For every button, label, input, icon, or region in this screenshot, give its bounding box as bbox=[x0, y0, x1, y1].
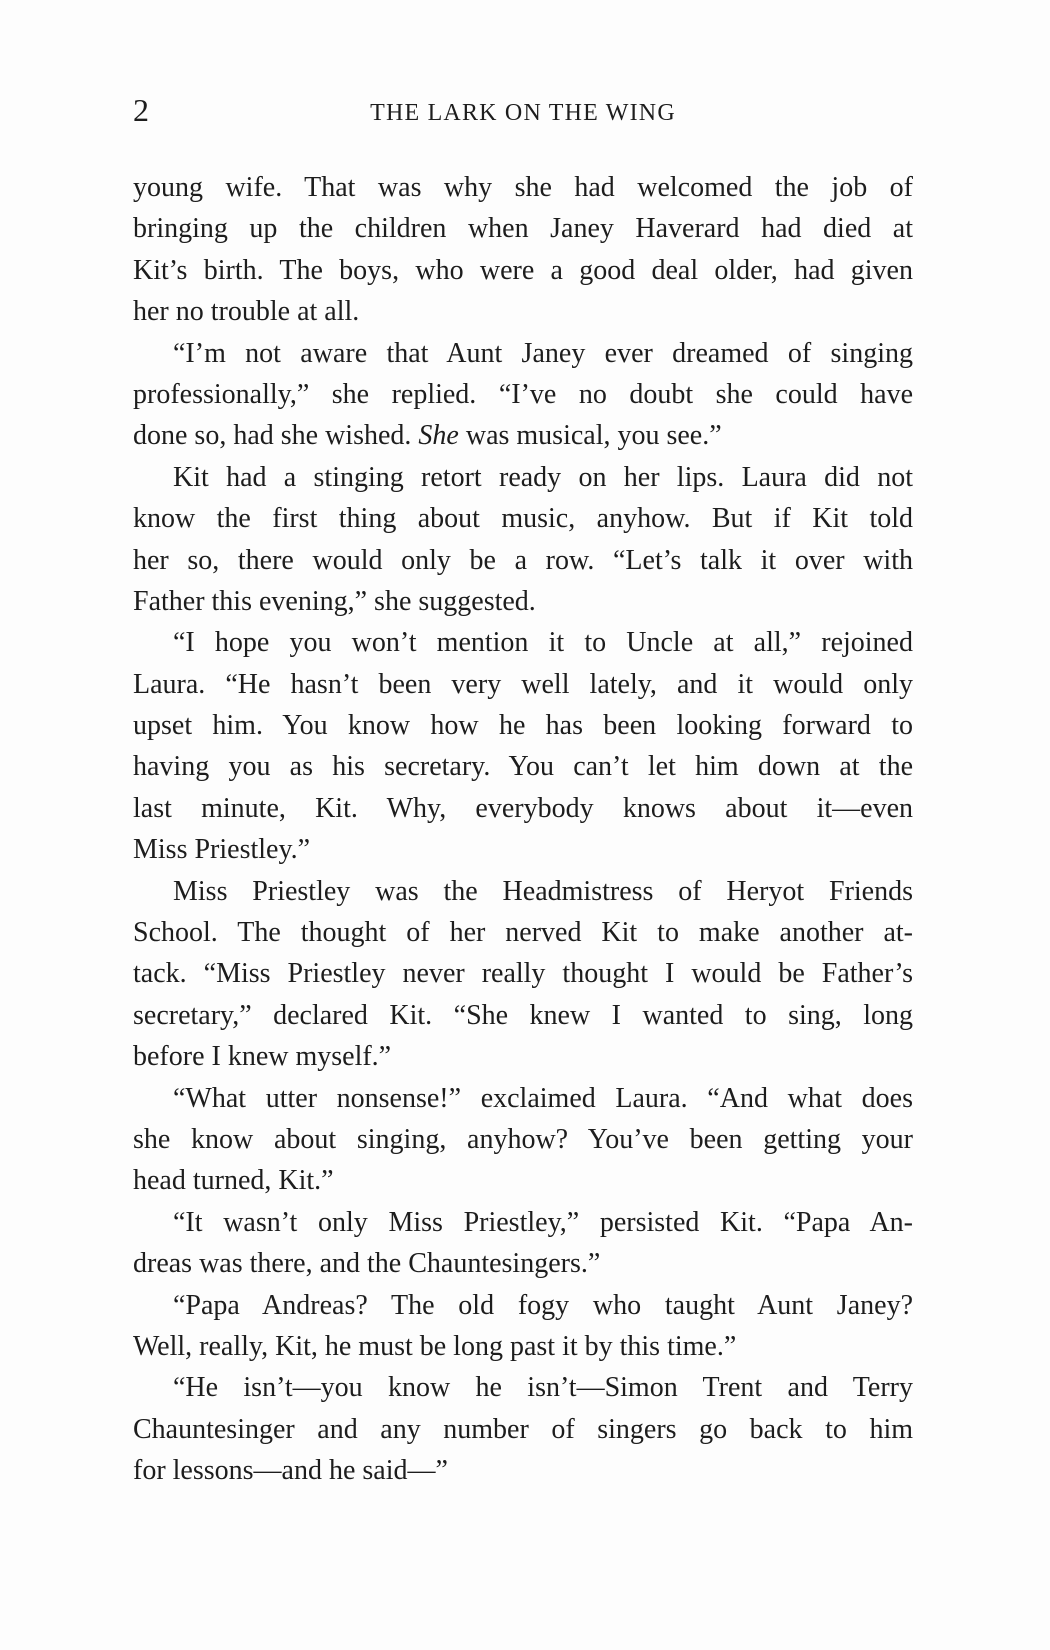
text-line: head turned, Kit.” bbox=[133, 1165, 334, 1197]
text-line: secretary,” declared Kit. “She knew I wanted to sing, long bbox=[133, 999, 913, 1031]
text-line: having you as his secretary. You can’t let him down at the bbox=[133, 751, 913, 783]
text-line: her so, there would only be a row. “Let’s talk it over with bbox=[133, 544, 913, 576]
text-line: professionally,” she replied. “I’ve no doubt she could have bbox=[133, 378, 913, 410]
text-line: “He isn’t—you know he isn’t—Simon Trent and Terry bbox=[173, 1372, 913, 1404]
paragraph bbox=[133, 871, 913, 1078]
text-line: “Papa Andreas? The old fogy who taught Aunt Janey? bbox=[173, 1289, 913, 1321]
text-line: upset him. You know how he has been looking forward to bbox=[133, 710, 913, 742]
text-line: Kit’s birth. The boys, who were a good deal older, had given bbox=[133, 254, 913, 286]
text-line: Laura. “He hasn’t been very well lately, and it would only bbox=[133, 668, 913, 700]
text-line: Miss Priestley was the Headmistress of Heryot Friends bbox=[173, 875, 913, 907]
paragraph bbox=[133, 457, 913, 623]
text-line: before I knew myself.” bbox=[133, 1041, 392, 1073]
paragraph bbox=[133, 1285, 913, 1368]
text-line: “It wasn’t only Miss Priestley,” persisted Kit. “Papa An- bbox=[173, 1206, 913, 1238]
text-line: Chauntesinger and any number of singers go back to him bbox=[133, 1413, 913, 1445]
text-line: bringing up the children when Janey Haverard had died at bbox=[133, 213, 913, 245]
page-body bbox=[133, 167, 913, 1492]
text-line: “I’m not aware that Aunt Janey ever dreamed of singing bbox=[173, 337, 913, 369]
italic-text: She bbox=[418, 420, 459, 452]
paragraph bbox=[133, 1367, 913, 1491]
text-line: Miss Priestley.” bbox=[133, 834, 311, 866]
text-line: know the first thing about music, anyhow. But if Kit told bbox=[133, 503, 913, 535]
text-line: last minute, Kit. Why, everybody knows about it—even bbox=[133, 792, 913, 824]
text-segment: done so, had she wished. bbox=[133, 420, 419, 452]
text-line: Well, really, Kit, he must be long past it by this time.” bbox=[133, 1330, 737, 1362]
text-line: she know about singing, anyhow? You’ve been getting your bbox=[133, 1123, 913, 1155]
paragraph bbox=[133, 167, 913, 333]
text-line: dreas was there, and the Chauntesingers.” bbox=[133, 1248, 601, 1280]
text-line: “I hope you won’t mention it to Uncle at all,” rejoined bbox=[173, 627, 913, 659]
text-line: Kit had a stinging retort ready on her lips. Laura did not bbox=[173, 461, 913, 493]
text-line: Father this evening,” she suggested. bbox=[133, 585, 536, 617]
text-line: her no trouble at all. bbox=[133, 296, 360, 328]
text-segment: was musical, you see.” bbox=[458, 420, 722, 452]
page-number: 2 bbox=[133, 92, 149, 128]
running-head-title: THE LARK ON THE WING bbox=[370, 100, 676, 126]
text-line: “What utter nonsense!” exclaimed Laura. “And what does bbox=[173, 1082, 913, 1114]
paragraph bbox=[133, 622, 913, 870]
page-header bbox=[133, 93, 913, 133]
text-line: for lessons—and he said—” bbox=[133, 1455, 448, 1487]
paragraph bbox=[133, 1078, 913, 1202]
paragraph bbox=[133, 333, 913, 457]
paragraph bbox=[133, 1202, 913, 1285]
text-line: School. The thought of her nerved Kit to make another at- bbox=[133, 917, 913, 949]
text-line: young wife. That was why she had welcomed the job of bbox=[133, 172, 913, 203]
text-line: tack. “Miss Priestley never really thought I would be Father’s bbox=[133, 958, 913, 990]
text-line bbox=[133, 415, 913, 456]
